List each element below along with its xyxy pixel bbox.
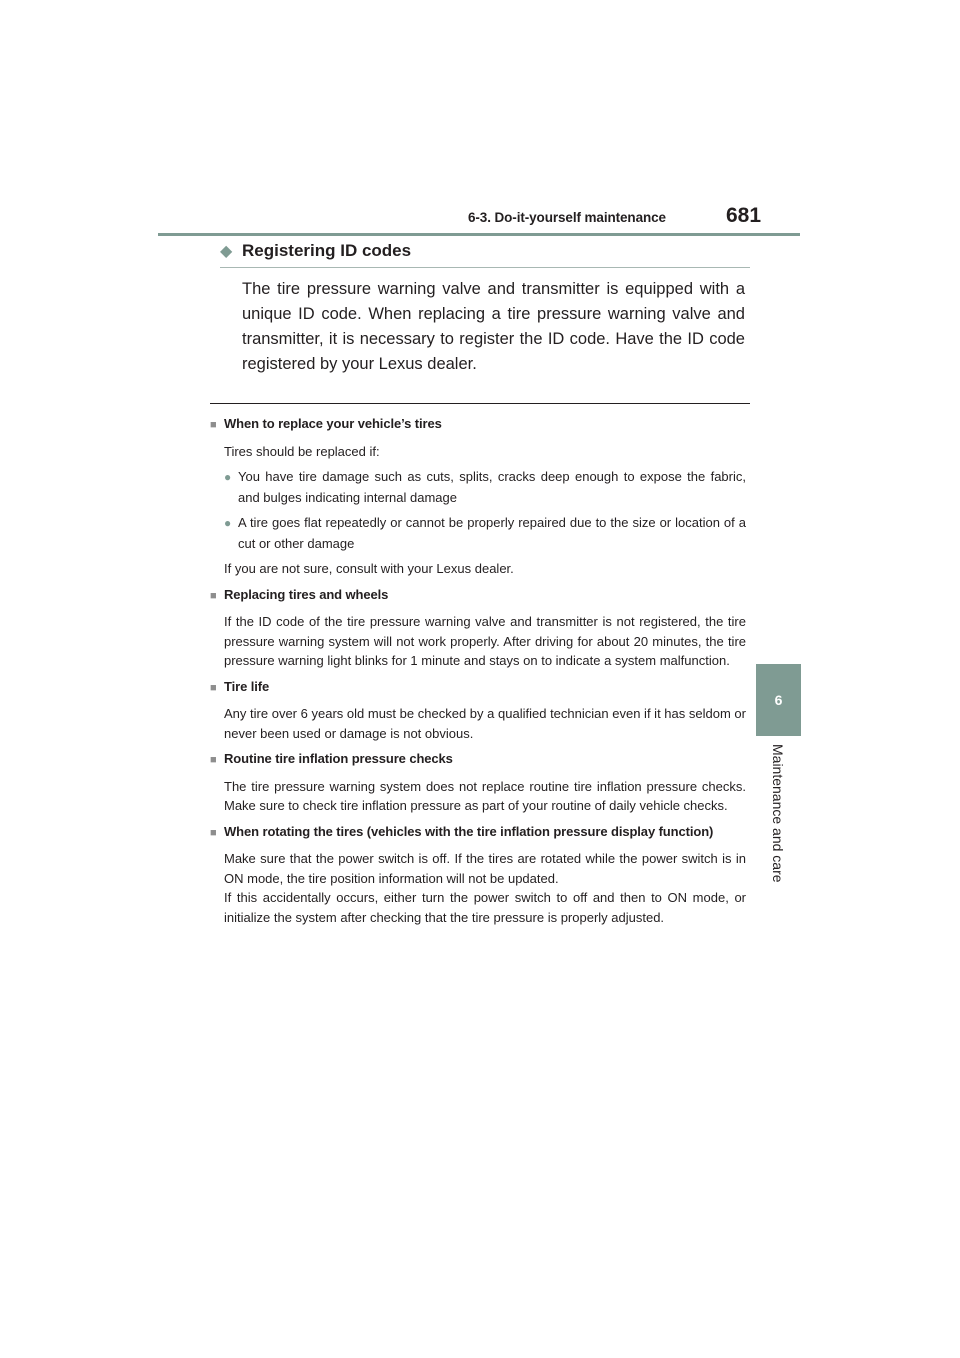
subsection-title: Registering ID codes <box>242 241 412 260</box>
note-heading <box>210 822 746 844</box>
notes-rule <box>210 403 750 404</box>
note-heading-text: Replacing tires and wheels <box>224 586 389 602</box>
chapter-label-wrap <box>756 744 801 894</box>
square-icon: ■ <box>210 826 217 839</box>
note-heading <box>210 677 746 699</box>
subsection-text: The tire pressure warning valve and transmitter is equipped with a unique ID code. When replacing a tire pressure warning valve and transmitter, it is necessary to register the ID code. Have the ID code registered by your Lexus dealer. <box>242 280 745 373</box>
page-number: 681 <box>726 204 762 227</box>
note-text: Any tire over 6 years old must be checked by a qualified technician even if it has seldom or never been used or damage is not obvious. <box>224 706 746 741</box>
note-text: If this accidentally occurs, either turn the power switch to off and then to ON mode, or initialize the system after checking that the tire pressure is properly adjusted. <box>224 890 746 925</box>
note-heading-text: Tire life <box>224 678 270 694</box>
note-heading-text: When to replace your vehicle’s tires <box>224 416 442 431</box>
header-rule <box>158 233 800 236</box>
note-text: If the ID code of the tire pressure warning valve and transmitter is not registered, the tire pressure warning system will not work properly. After driving for about 20 minutes, the tire pressure warning light blinks for 1 minute and stays on to indicate a system malfunction. <box>224 614 746 668</box>
circle-bullet-icon: ● <box>224 516 232 530</box>
chapter-title: Maintenance and care <box>770 744 786 883</box>
list-item <box>224 467 746 507</box>
note-heading <box>210 585 746 607</box>
note-heading-text: Routine tire inflation pressure checks <box>224 751 453 766</box>
square-icon: ■ <box>210 589 217 602</box>
diamond-icon: ◆ <box>220 243 233 260</box>
note-text: Make sure that the power switch is off. If the tires are rotated while the power switch is in ON mode, the tire position information will not be updated. <box>224 851 746 886</box>
square-icon: ■ <box>210 754 217 766</box>
circle-bullet-icon: ● <box>224 470 232 484</box>
chapter-tab: 6 <box>756 664 801 736</box>
note-heading <box>210 749 746 771</box>
list-item <box>224 513 746 553</box>
subsection-heading <box>220 241 411 261</box>
note-text: The tire pressure warning system does not replace routine tire inflation pressure checks. Make sure to check tire inflation pressure as part of your routine of daily vehicle checks. <box>224 778 746 813</box>
section-header: 6-3. Do-it-yourself maintenance <box>468 210 666 225</box>
note-text: If you are not sure, consult with your Lexus dealer. <box>224 561 514 576</box>
note-text: Tires should be replaced if: <box>224 443 380 459</box>
note-heading <box>210 414 746 436</box>
list-item-text: You have tire damage such as cuts, splits, cracks deep enough to expose the fabric, and bulges indicating internal damage <box>238 469 746 505</box>
square-icon: ■ <box>210 419 217 431</box>
list-item-text: A tire goes flat repeatedly or cannot be properly repaired due to the size or location of a cut or other damage <box>238 515 746 551</box>
subsection-rule <box>220 267 750 268</box>
notes-section <box>210 414 746 933</box>
note-heading-text: When rotating the tires (vehicles with the tire inflation pressure display function) <box>224 823 714 839</box>
square-icon: ■ <box>210 681 217 694</box>
